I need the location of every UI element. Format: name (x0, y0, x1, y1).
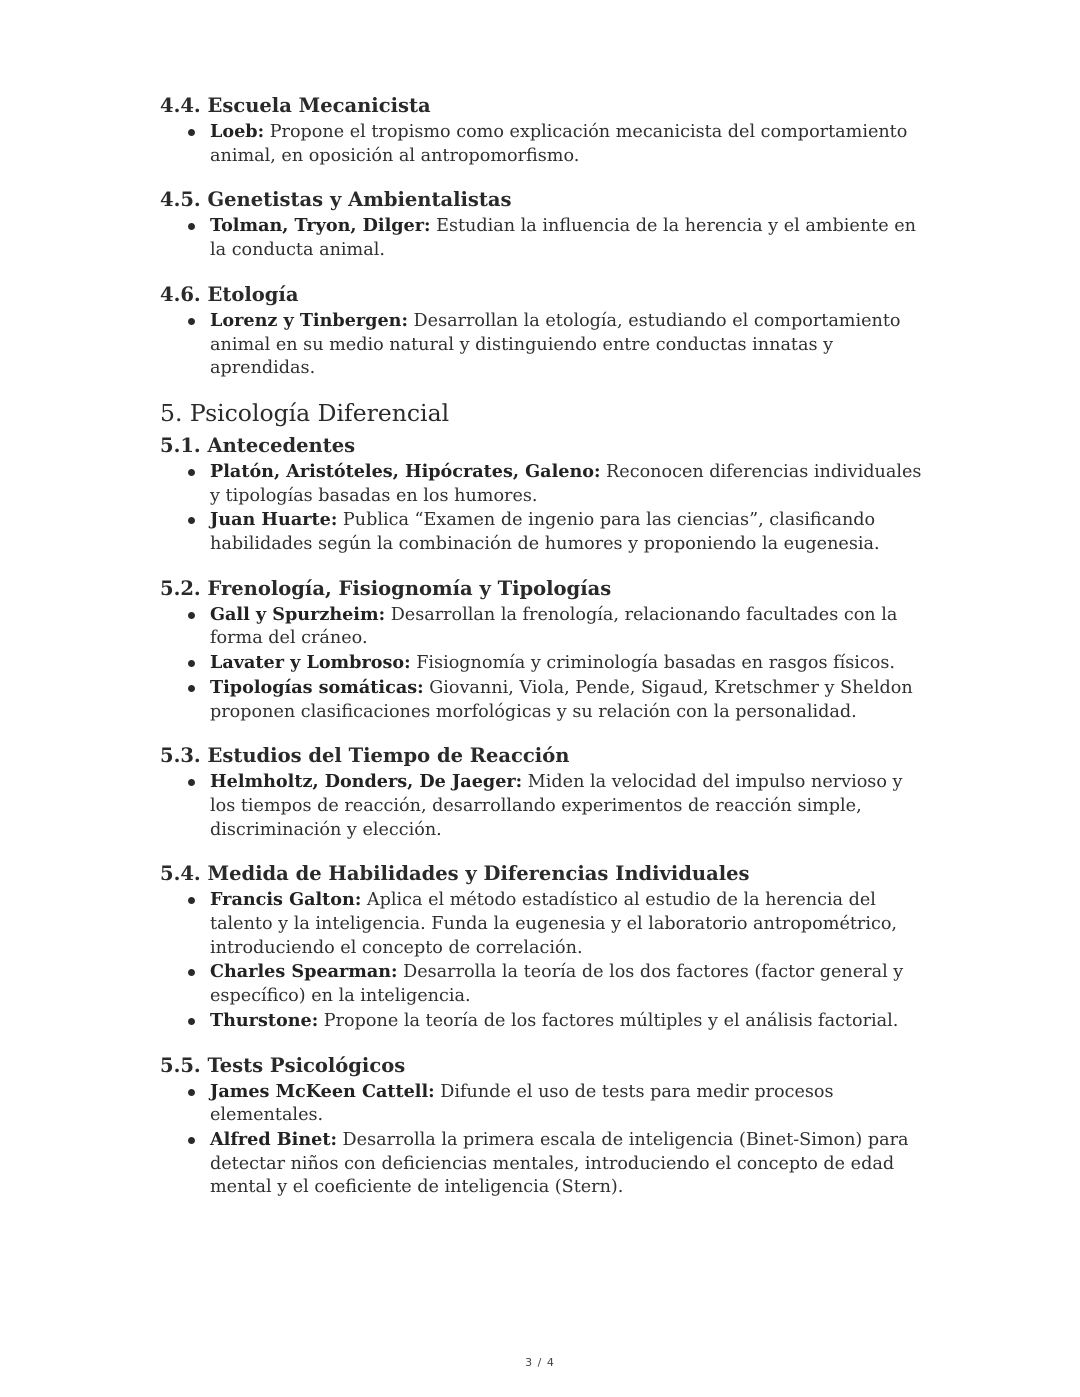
bullet-icon (188, 517, 195, 524)
list-item (160, 460, 930, 508)
list-item-text: Propone la teoría de los factores múltiples y el análisis factorial. (318, 1010, 899, 1031)
list-item-text: Desarrollan la frenología, relacionando facultades con la forma del cráneo. (210, 604, 898, 649)
list-item-term: Loeb: (210, 121, 265, 142)
bullet-icon (188, 1018, 195, 1025)
list-item-term: Alfred Binet: (210, 1128, 337, 1150)
bullet-icon (188, 318, 195, 325)
bullet-icon (188, 129, 195, 136)
list-item-text: Desarrollan la etología, estudiando el comportamiento animal en su medio natural y distinguiendo entre conductas innatas y aprendidas. (210, 310, 901, 379)
page-number: 3 / 4 (525, 1356, 555, 1369)
list-item-term: Helmholtz, Donders, De Jaeger: (210, 771, 523, 793)
bullet-icon (188, 1089, 195, 1096)
bullet-list (160, 309, 930, 381)
bullet-icon (188, 469, 195, 476)
list-item-term: Charles Spearman: (210, 961, 398, 983)
list-item-term: Francis Galton: (210, 889, 362, 911)
bullet-icon (188, 685, 195, 692)
bullet-icon (188, 779, 195, 786)
list-item-term: Lavater y Lombroso: (210, 652, 411, 674)
list-item-text: Estudian la influencia de la herencia y el ambiente en la conducta animal. (210, 216, 916, 261)
bullet-icon (188, 660, 195, 667)
list-item-term: James McKeen Cattell: (210, 1080, 435, 1102)
bullet-list (160, 770, 930, 842)
list-item-text: Desarrolla la primera escala de inteligencia (Binet-Simon) para detectar niños con deficiencias mentales, introduciendo el concepto de edad mental y el coeficiente de inteligencia (Stern). (210, 1129, 909, 1198)
bullet-list (160, 460, 930, 557)
list-item-text: Propone el tropismo como explicación mecanicista del comportamiento animal, en oposición al antropomorfismo. (210, 122, 908, 166)
list-item-text: Aplica el método estadístico al estudio de la herencia del talento y la inteligencia. Funda la eugenesia y el laboratorio antropométrico, introduciendo el concepto de correlación. (210, 890, 898, 958)
list-item (160, 309, 930, 381)
list-item-text: Reconocen diferencias individuales y tipologías basadas en los humores. (210, 461, 922, 506)
list-item (160, 960, 930, 1008)
bullet-list (160, 603, 930, 725)
list-item (160, 651, 930, 676)
subsection-heading: 4.5. Genetistas y Ambientalistas (160, 188, 512, 212)
list-item-term: Tipologías somáticas: (210, 676, 424, 698)
subsection-heading: 5.5. Tests Psicológicos (160, 1053, 406, 1077)
list-item-term: Thurstone: (210, 1009, 319, 1031)
bullet-list (160, 214, 930, 262)
list-item-text: Publica “Examen de ingenio para las ciencias”, clasificando habilidades según la combinación de humores y proponiendo la eugenesia. (210, 510, 880, 555)
subsection-heading: 4.4. Escuela Mecanicista (160, 94, 431, 117)
bullet-icon (188, 612, 195, 619)
list-item (160, 508, 930, 556)
list-item (160, 603, 930, 651)
bullet-icon (188, 223, 195, 230)
bullet-icon (188, 969, 195, 976)
subsection-heading: 5.2. Frenología, Fisiognomía y Tipologías (160, 576, 612, 600)
list-item (160, 676, 930, 724)
list-item-text: Giovanni, Viola, Pende, Sigaud, Kretschmer y Sheldon proponen clasificaciones morfológicas y su relación con la personalidad. (210, 677, 913, 722)
list-item-text: Miden la velocidad del impulso nervioso y los tiempos de reacción, desarrollando experimentos de reacción simple, discriminación y elección. (210, 772, 903, 840)
subsection-heading: 5.4. Medida de Habilidades y Diferencias Individuales (160, 862, 750, 886)
list-item (160, 1009, 930, 1034)
list-item-text: Desarrolla la teoría de los dos factores (factor general y específico) en la inteligencia. (210, 962, 904, 1007)
list-item-term: Platón, Aristóteles, Hipócrates, Galeno: (210, 460, 601, 482)
list-item (160, 888, 930, 960)
subsection-heading: 4.6. Etología (160, 282, 299, 306)
list-item (160, 1080, 930, 1128)
bullet-icon (188, 897, 195, 904)
section-heading: 5. Psicología Diferencial (160, 398, 450, 427)
subsection-heading: 5.1. Antecedentes (160, 433, 356, 457)
list-item-text: Difunde el uso de tests para medir procesos elementales. (210, 1081, 834, 1126)
bullet-list (160, 888, 930, 1033)
subsection-heading: 5.3. Estudios del Tiempo de Reacción (160, 744, 570, 768)
bullet-list (160, 1080, 930, 1201)
list-item-term: Gall y Spurzheim: (210, 603, 386, 625)
list-item (160, 770, 930, 842)
list-item-term: Tolman, Tryon, Dilger: (210, 215, 431, 237)
bullet-icon (188, 1137, 195, 1144)
document-page (160, 92, 930, 1218)
list-item (160, 120, 930, 168)
list-item-term: Lorenz y Tinbergen: (210, 309, 408, 331)
list-item (160, 214, 930, 262)
list-item-term: Juan Huarte: (210, 509, 338, 531)
list-item (160, 1128, 930, 1200)
list-item-text: Fisiognomía y criminología basadas en rasgos físicos. (410, 653, 895, 674)
bullet-list (160, 120, 930, 168)
